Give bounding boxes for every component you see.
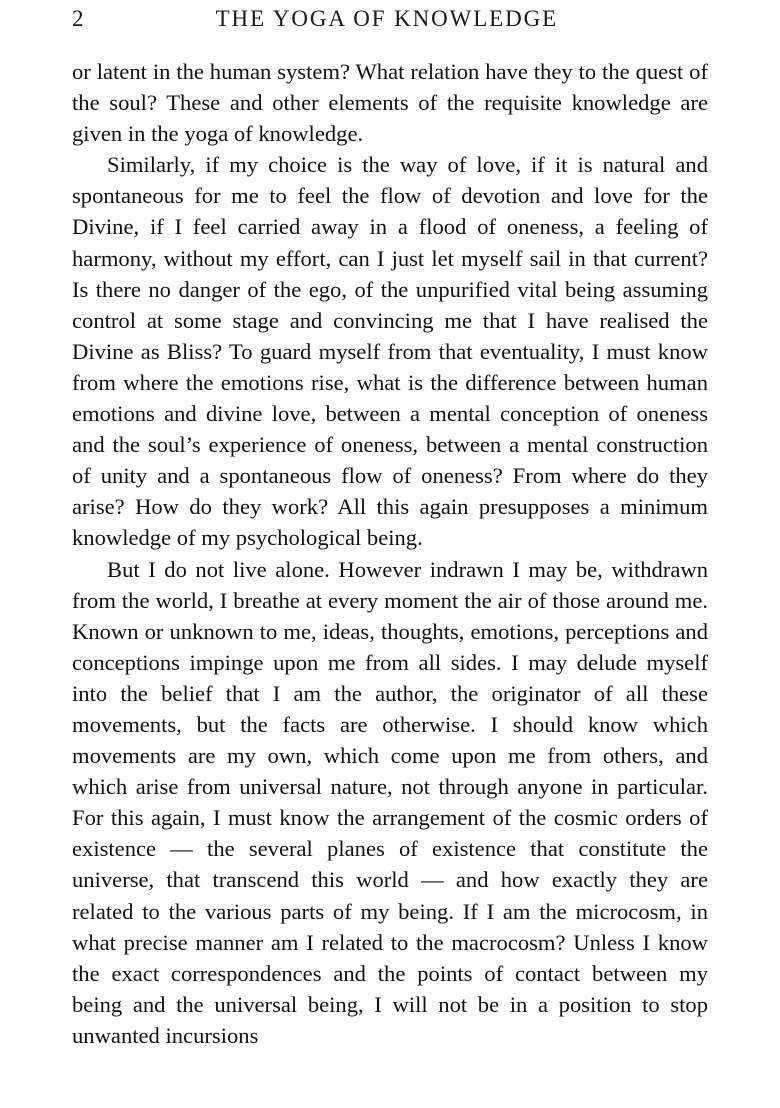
page-number: 2 — [72, 6, 84, 31]
paragraph-2: Similarly, if my choice is the way of love, if it is natural and spontaneous for me to feel the flow of devotion and love for the Divine, if I feel carried away in a flood of oneness, a feeling of harmony, without my effort, can I just let myself sail in that current? Is there no danger of the ego, of the unpurified vital being assuming control at some stage and convincing me that I have realised the Divine as Bliss? To guard myself from that eventuality, I must know from where the emotions rise, what is the difference between human emotions and divine love, between a mental conception of oneness and the soul’s experience of oneness, between a mental construction of unity and a spontaneous flow of oneness? From where do they arise? How do they work? All this again presupposes a minimum knowledge of my psychological being. — [72, 152, 708, 551]
running-head — [72, 4, 708, 38]
paragraph-1: or latent in the human system? What relation have they to the quest of the soul? These and other elements of the requisite knowledge are given in the yoga of knowledge. — [72, 59, 708, 147]
paragraph-3: But I do not live alone. However indrawn I may be, withdrawn from the world, I breathe at every moment the air of those around me. Known or unknown to me, ideas, thoughts, emotions, perceptions and conceptions impinge upon me from all sides. I may delude myself into the belief that I am the author, the originator of all these movements, but the facts are otherwise. I should know which movements are my own, which come upon me from others, and which arise from universal nature, not through anyone in particular. For this again, I must know the arrangement of the cosmic orders of existence — the several planes of existence that constitute the universe, that transcend this world — and how exactly they are related to the various parts of my being. If I am the microcosm, in what precise manner am I related to the macrocosm? Unless I know the exact correspondences and the points of contact between my being and the universal being, I will not be in a position to stop unwanted incursions — [72, 556, 708, 1048]
running-head-title: THE YOGA OF KNOWLEDGE — [215, 6, 559, 31]
body-text-block — [72, 56, 708, 1051]
